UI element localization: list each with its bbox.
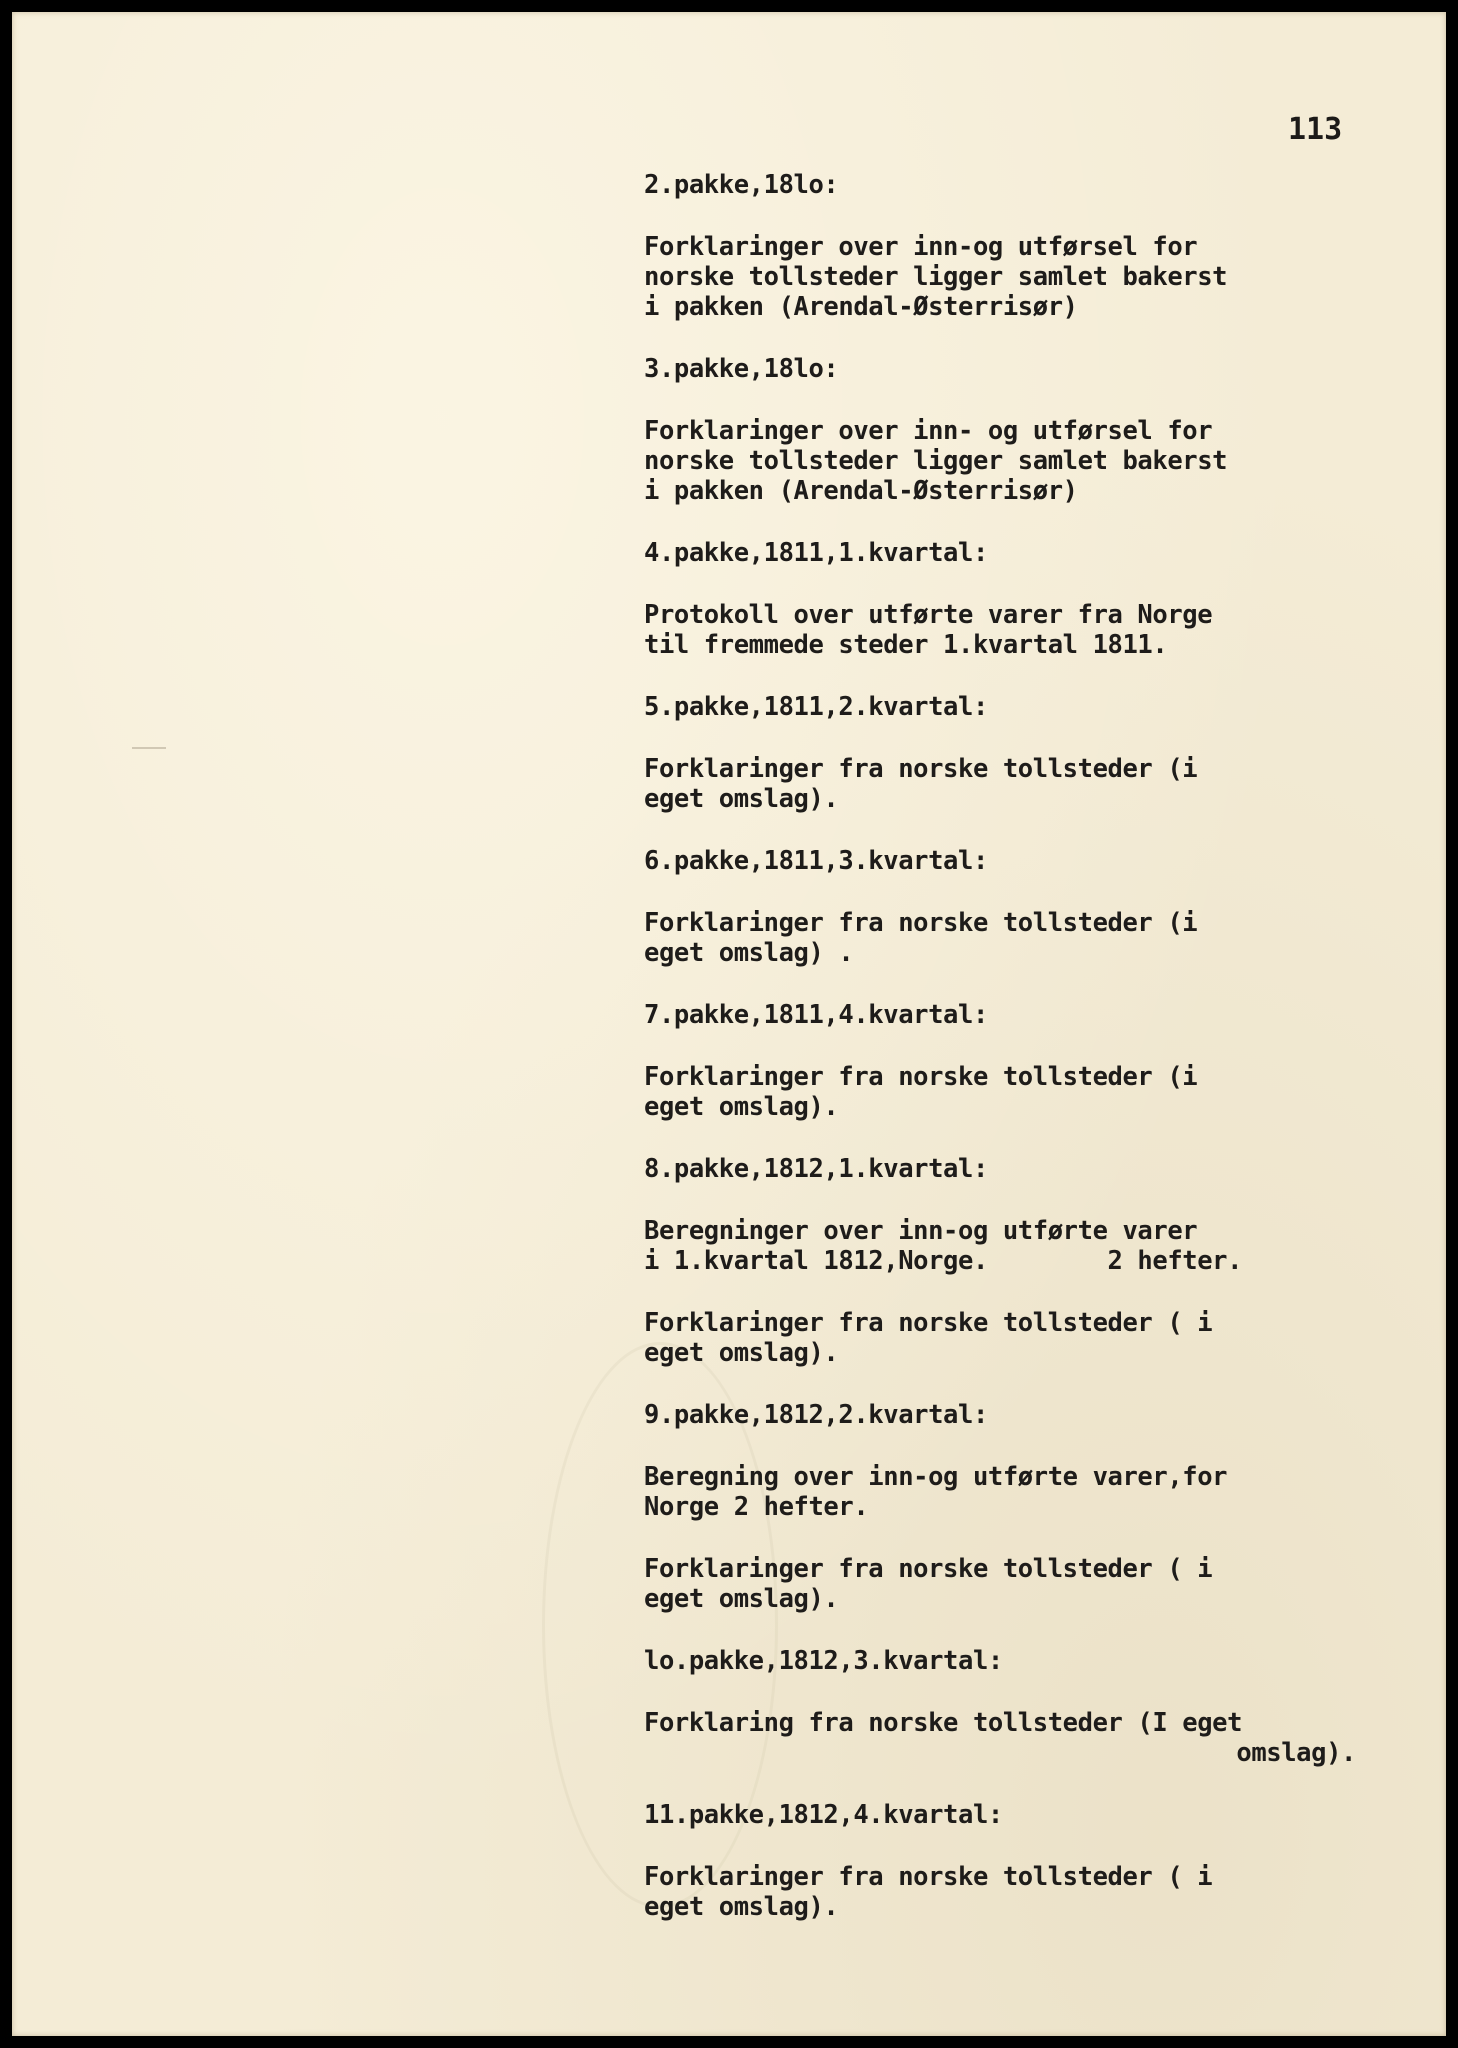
entry-heading: 6.pakke,1811,3.kvartal: xyxy=(644,846,988,876)
text-line: Forklaring fra norske tollsteder (I eget xyxy=(644,1708,1243,1738)
entry-paragraph xyxy=(644,1062,1364,1122)
text-line: Forklaringer fra norske tollsteder ( i xyxy=(644,1308,1213,1338)
entry-paragraph xyxy=(644,754,1364,814)
text-line: Norge 2 hefter. xyxy=(644,1492,869,1522)
text-line: Forklaringer fra norske tollsteder (i xyxy=(644,754,1198,784)
entry-section xyxy=(644,1000,1364,1122)
entry-heading: lo.pakke,1812,3.kvartal: xyxy=(644,1646,1003,1676)
entry-heading: 3.pakke,18lo: xyxy=(644,354,839,384)
text-line: eget omslag). xyxy=(644,1584,839,1614)
entry-heading: 8.pakke,1812,1.kvartal: xyxy=(644,1154,988,1184)
text-line: Forklaringer fra norske tollsteder ( i xyxy=(644,1862,1213,1892)
entry-section xyxy=(644,846,1364,968)
text-line: Forklaringer fra norske tollsteder (i xyxy=(644,1062,1198,1092)
text-line: i pakken (Arendal-Østerrisør) xyxy=(644,476,1078,506)
entry-section xyxy=(644,1646,1364,1768)
text-line: eget omslag). xyxy=(644,1892,839,1922)
entry-section xyxy=(644,692,1364,814)
entry-paragraph xyxy=(644,416,1364,506)
text-line: Beregninger over inn-og utførte varer xyxy=(644,1216,1198,1246)
text-line: Forklaringer fra norske tollsteder (i xyxy=(644,908,1198,938)
text-line: eget omslag). xyxy=(644,784,839,814)
entry-paragraph xyxy=(644,1554,1364,1614)
text-line: norske tollsteder ligger samlet bakerst xyxy=(644,446,1228,476)
text-line: Beregning over inn-og utførte varer,for xyxy=(644,1462,1228,1492)
entry-heading: 5.pakke,1811,2.kvartal: xyxy=(644,692,988,722)
entry-heading: 11.pakke,1812,4.kvartal: xyxy=(644,1800,1003,1830)
entry-paragraph xyxy=(644,600,1364,660)
entry-heading: 9.pakke,1812,2.kvartal: xyxy=(644,1400,988,1430)
entry-paragraph xyxy=(644,232,1364,322)
text-line: i 1.kvartal 1812,Norge. 2 hefter. xyxy=(644,1246,1243,1276)
document-body xyxy=(644,170,1364,1954)
text-line: til fremmede steder 1.kvartal 1811. xyxy=(644,630,1168,660)
text-line: Forklaringer over inn- og utførsel for xyxy=(644,416,1213,446)
text-line-right-aligned: omslag). xyxy=(1236,1738,1356,1768)
entry-section xyxy=(644,1154,1364,1368)
entry-section xyxy=(644,1400,1364,1614)
entry-heading: 7.pakke,1811,4.kvartal: xyxy=(644,1000,988,1030)
margin-mark xyxy=(132,747,166,749)
entry-paragraph xyxy=(644,908,1364,968)
text-line: eget omslag). xyxy=(644,1338,839,1368)
entry-heading: 2.pakke,18lo: xyxy=(644,170,839,200)
entry-paragraph xyxy=(644,1308,1364,1368)
text-line: i pakken (Arendal-Østerrisør) xyxy=(644,292,1078,322)
entry-section xyxy=(644,1800,1364,1922)
text-line: eget omslag) . xyxy=(644,938,854,968)
text-line: norske tollsteder ligger samlet bakerst xyxy=(644,262,1228,292)
entry-heading: 4.pakke,1811,1.kvartal: xyxy=(644,538,988,568)
entry-paragraph xyxy=(644,1462,1364,1522)
entry-section xyxy=(644,170,1364,322)
entry-section xyxy=(644,354,1364,506)
entry-paragraph xyxy=(644,1216,1364,1276)
page-number: 113 xyxy=(1288,112,1343,147)
text-line: Protokoll over utførte varer fra Norge xyxy=(644,600,1213,630)
text-line: eget omslag). xyxy=(644,1092,839,1122)
text-line: Forklaringer fra norske tollsteder ( i xyxy=(644,1554,1213,1584)
text-line: Forklaringer over inn-og utførsel for xyxy=(644,232,1198,262)
entry-paragraph xyxy=(644,1862,1364,1922)
entry-paragraph xyxy=(644,1708,1364,1768)
entry-section xyxy=(644,538,1364,660)
